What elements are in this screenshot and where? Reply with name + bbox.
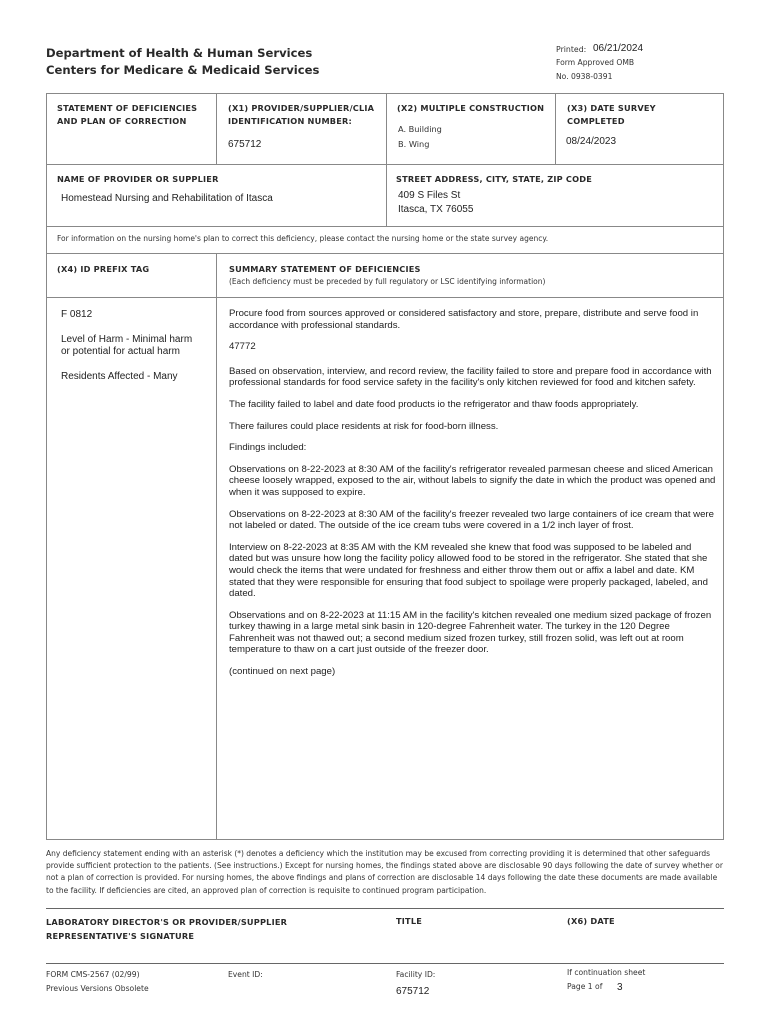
info-note: For information on the nursing home's plan to correct this deficiency, please contact the nursing home or the state survey agency.: [57, 234, 549, 243]
disclaimer: Any deficiency statement ending with an asterisk (*) denotes a deficiency which the institution may be excused from correcting providing it is determined that other safeguards provide sufficient protection to the patients. (See instructions.) Except for nursing homes, the findings stated above are disclosable 90 days following the date of survey whether or not a plan of correction is provided. For nursing homes, the above findings and plans of correction are disclosable 14 days following the date these documents are made available to the facility. If deficiencies are cited, an approved plan of correction is requisite to continued program participation.: [46, 849, 723, 895]
address-label: STREET ADDRESS, CITY, STATE, ZIP CODE: [396, 174, 593, 184]
x3-label: (X3) DATE SURVEY COMPLETED: [567, 103, 656, 126]
residents-affected: Residents Affected - Many: [61, 371, 178, 382]
summary-subtitle: (Each deficiency must be preceded by full regulatory or LSC identifying information): [229, 277, 546, 286]
continuation-label: If continuation sheet: [567, 968, 646, 977]
page-total: 3: [617, 982, 623, 993]
x2-wing: B. Wing: [398, 139, 430, 149]
page-label: Page 1 of: [567, 982, 603, 991]
summary-paragraph: Observations on 8-22-2023 at 8:30 AM of the facility's refrigerator revealed parmesan cheese and sliced American cheese loosely wrapped, exposed to the air, without labels to signify the date in which the product was opened and when it was supposed to expire.: [229, 463, 716, 498]
summary-body: [229, 308, 717, 688]
date-label: (X6) DATE: [567, 916, 615, 926]
form-number: FORM CMS-2567 (02/99): [46, 970, 140, 979]
summary-paragraph: Findings included:: [229, 442, 307, 454]
x1-value: 675712: [228, 139, 262, 150]
department-title: Department of Health & Human Services: [46, 46, 313, 60]
deficiency-tag: F 0812: [61, 309, 93, 320]
x2-building: A. Building: [398, 124, 442, 134]
title-label: TITLE: [396, 916, 423, 926]
printed-label: Printed:: [556, 45, 587, 54]
summary-paragraph: Observations on 8-22-2023 at 8:30 AM of the facility's freezer revealed two large containers of ice cream that were not labeled or dated. The outside of the ice cream tubs were covered in a 1/2 inch layer of frost.: [229, 508, 714, 532]
event-id-label: Event ID:: [228, 970, 263, 979]
summary-paragraph: Procure food from sources approved or considered satisfactory and store, prepare, distribute and serve food in accordance with professional standards.: [229, 308, 699, 331]
summary-paragraph: The facility failed to label and date food products io the refrigerator and thaw foods appropriately.: [229, 398, 639, 410]
address-line-1: 409 S Files St: [398, 190, 461, 201]
x3-value: 08/24/2023: [566, 136, 617, 147]
x4-label: (X4) ID PREFIX TAG: [57, 264, 150, 274]
omb-number: No. 0938-0391: [556, 72, 613, 81]
x1-label: (X1) PROVIDER/SUPPLIER/CLIA IDENTIFICATION NUMBER:: [228, 103, 375, 126]
continued-note: (continued on next page): [229, 666, 336, 678]
summary-paragraph: There failures could place residents at risk for food-born illness.: [229, 420, 499, 432]
agency-title: Centers for Medicare & Medicaid Services: [46, 63, 320, 77]
address-line-2: Itasca, TX 76055: [398, 204, 474, 215]
summary-paragraph: Observations and on 8-22-2023 at 11:15 AM in the facility's kitchen revealed one medium sized package of frozen turkey thawing in a large metal sink basin in 120-degree Fahrenheit water. The turkey in the 120 Degree Fahrenheit was not thawed out; a second medium sized frozen turkey, still frozen solid, was left out at room temperature to thaw on a cart just outside of the freezer door.: [229, 609, 712, 656]
x2-label: (X2) MULTIPLE CONSTRUCTION: [397, 103, 545, 113]
summary-paragraph: Interview on 8-22-2023 at 8:35 AM with the KM revealed she knew that food was supposed to be labeled and dated but was unsure how long the facility policy allowed food to be stored in the refrigerator. She stated that she would check the items that were undated for freshness and either throw them out or affix a label and date. KM stated that they were responsible for ensuring that food subject to spoilage were properly packaged, labeled, and dated.: [229, 541, 708, 600]
summary-paragraph: 47772: [229, 341, 256, 353]
printed-date: 06/21/2024: [593, 43, 644, 54]
statement-label: STATEMENT OF DEFICIENCIES AND PLAN OF CORRECTION: [57, 103, 198, 126]
provider-name: Homestead Nursing and Rehabilitation of Itasca: [61, 193, 273, 204]
summary-paragraph: Based on observation, interview, and record review, the facility failed to store and prepare food in accordance with professional standards for food service safety in the facility's only kitchen reviewed for food and kitchen safety.: [229, 365, 712, 389]
signature-label: LABORATORY DIRECTOR'S OR PROVIDER/SUPPLIER REPRESENTATIVE'S SIGNATURE: [46, 917, 288, 941]
previous-versions: Previous Versions Obsolete: [46, 984, 149, 993]
facility-id-value: 675712: [396, 986, 430, 997]
form-approved: Form Approved OMB: [556, 58, 635, 67]
summary-label: SUMMARY STATEMENT OF DEFICIENCIES: [229, 264, 421, 274]
provider-name-label: NAME OF PROVIDER OR SUPPLIER: [57, 174, 219, 184]
facility-id-label: Facility ID:: [396, 970, 436, 979]
harm-level: Level of Harm - Minimal harm or potential for actual harm: [61, 334, 193, 357]
